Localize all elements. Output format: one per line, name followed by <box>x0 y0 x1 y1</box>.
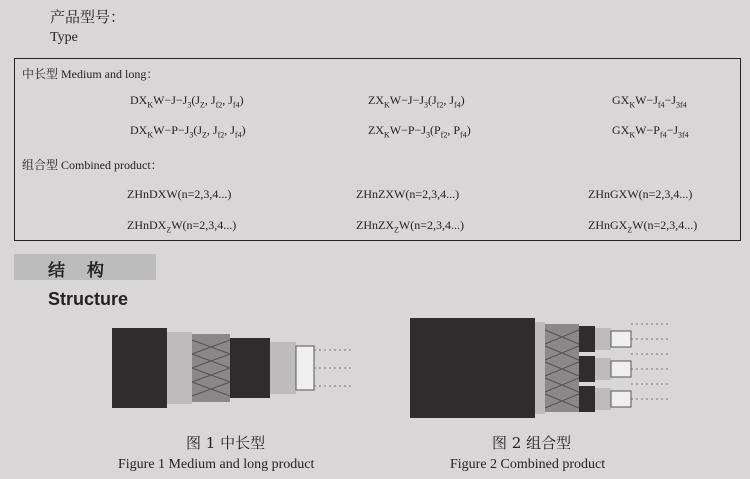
structure-title-cn: 结构 <box>48 261 126 281</box>
type-code: $ZX_KW-J-J_3(J_{f2}$, $J_{f4}$) <box>368 93 465 110</box>
type-code: $DX_KW-P-J_3(J_Z$, $J_{f2}$, $J_{f4}$) <box>130 123 246 140</box>
product-type-title-cn: 产品型号： <box>50 8 126 26</box>
figure-1-caption-cn: 图 1 中长型 <box>186 434 266 452</box>
type-code: ZHnDX$_Z$W(n=2,3,4...) <box>127 218 237 235</box>
type-code: $ZX_KW-P-J_3(P_{f2}$, $P_{f4}$) <box>368 123 471 140</box>
structure-title-en: Structure <box>48 289 129 309</box>
figure-1-caption-en: Figure 1 Medium and long product <box>118 457 315 472</box>
type-code: $DX_KW-J-J_3(J_Z$, $J_{f2}$, $J_{f4}$) <box>130 93 244 110</box>
type-code: $GX_KW-P_{f4}-J_{3f4}$ <box>612 123 689 140</box>
type-code: ZHnGX$_Z$W(n=2,3,4...) <box>588 218 698 235</box>
combined-label: 组合型 Combined product： <box>22 158 163 172</box>
medium-long-label: 中长型 Medium and long： <box>22 67 159 81</box>
figure-2-caption-en: Figure 2 Combined product <box>450 457 606 472</box>
figure-2-caption-cn: 图 2 组合型 <box>492 434 572 452</box>
figure-1-cable-drawing <box>108 320 358 420</box>
sheath-layer <box>270 342 296 394</box>
figure-2-cable-drawing <box>408 312 678 422</box>
braid-shield <box>192 334 230 402</box>
outer-jacket <box>112 328 167 408</box>
inner-sheath <box>167 332 192 404</box>
type-table <box>14 58 741 241</box>
type-code: ZHnZXW(n=2,3,4...) <box>356 187 460 201</box>
type-code: ZHnGXW(n=2,3,4...) <box>588 187 693 201</box>
insulation-layer <box>230 338 270 398</box>
type-code: ZHnZX$_Z$W(n=2,3,4...) <box>356 218 464 235</box>
conductor <box>296 346 314 390</box>
outer-jacket <box>410 318 535 418</box>
type-code: $GX_KW-J_{f4}-J_{3f4}$ <box>612 93 687 110</box>
product-type-title-en: Type <box>50 30 78 45</box>
inner-sheath <box>535 322 545 414</box>
type-code: ZHnDXW(n=2,3,4...) <box>127 187 232 201</box>
